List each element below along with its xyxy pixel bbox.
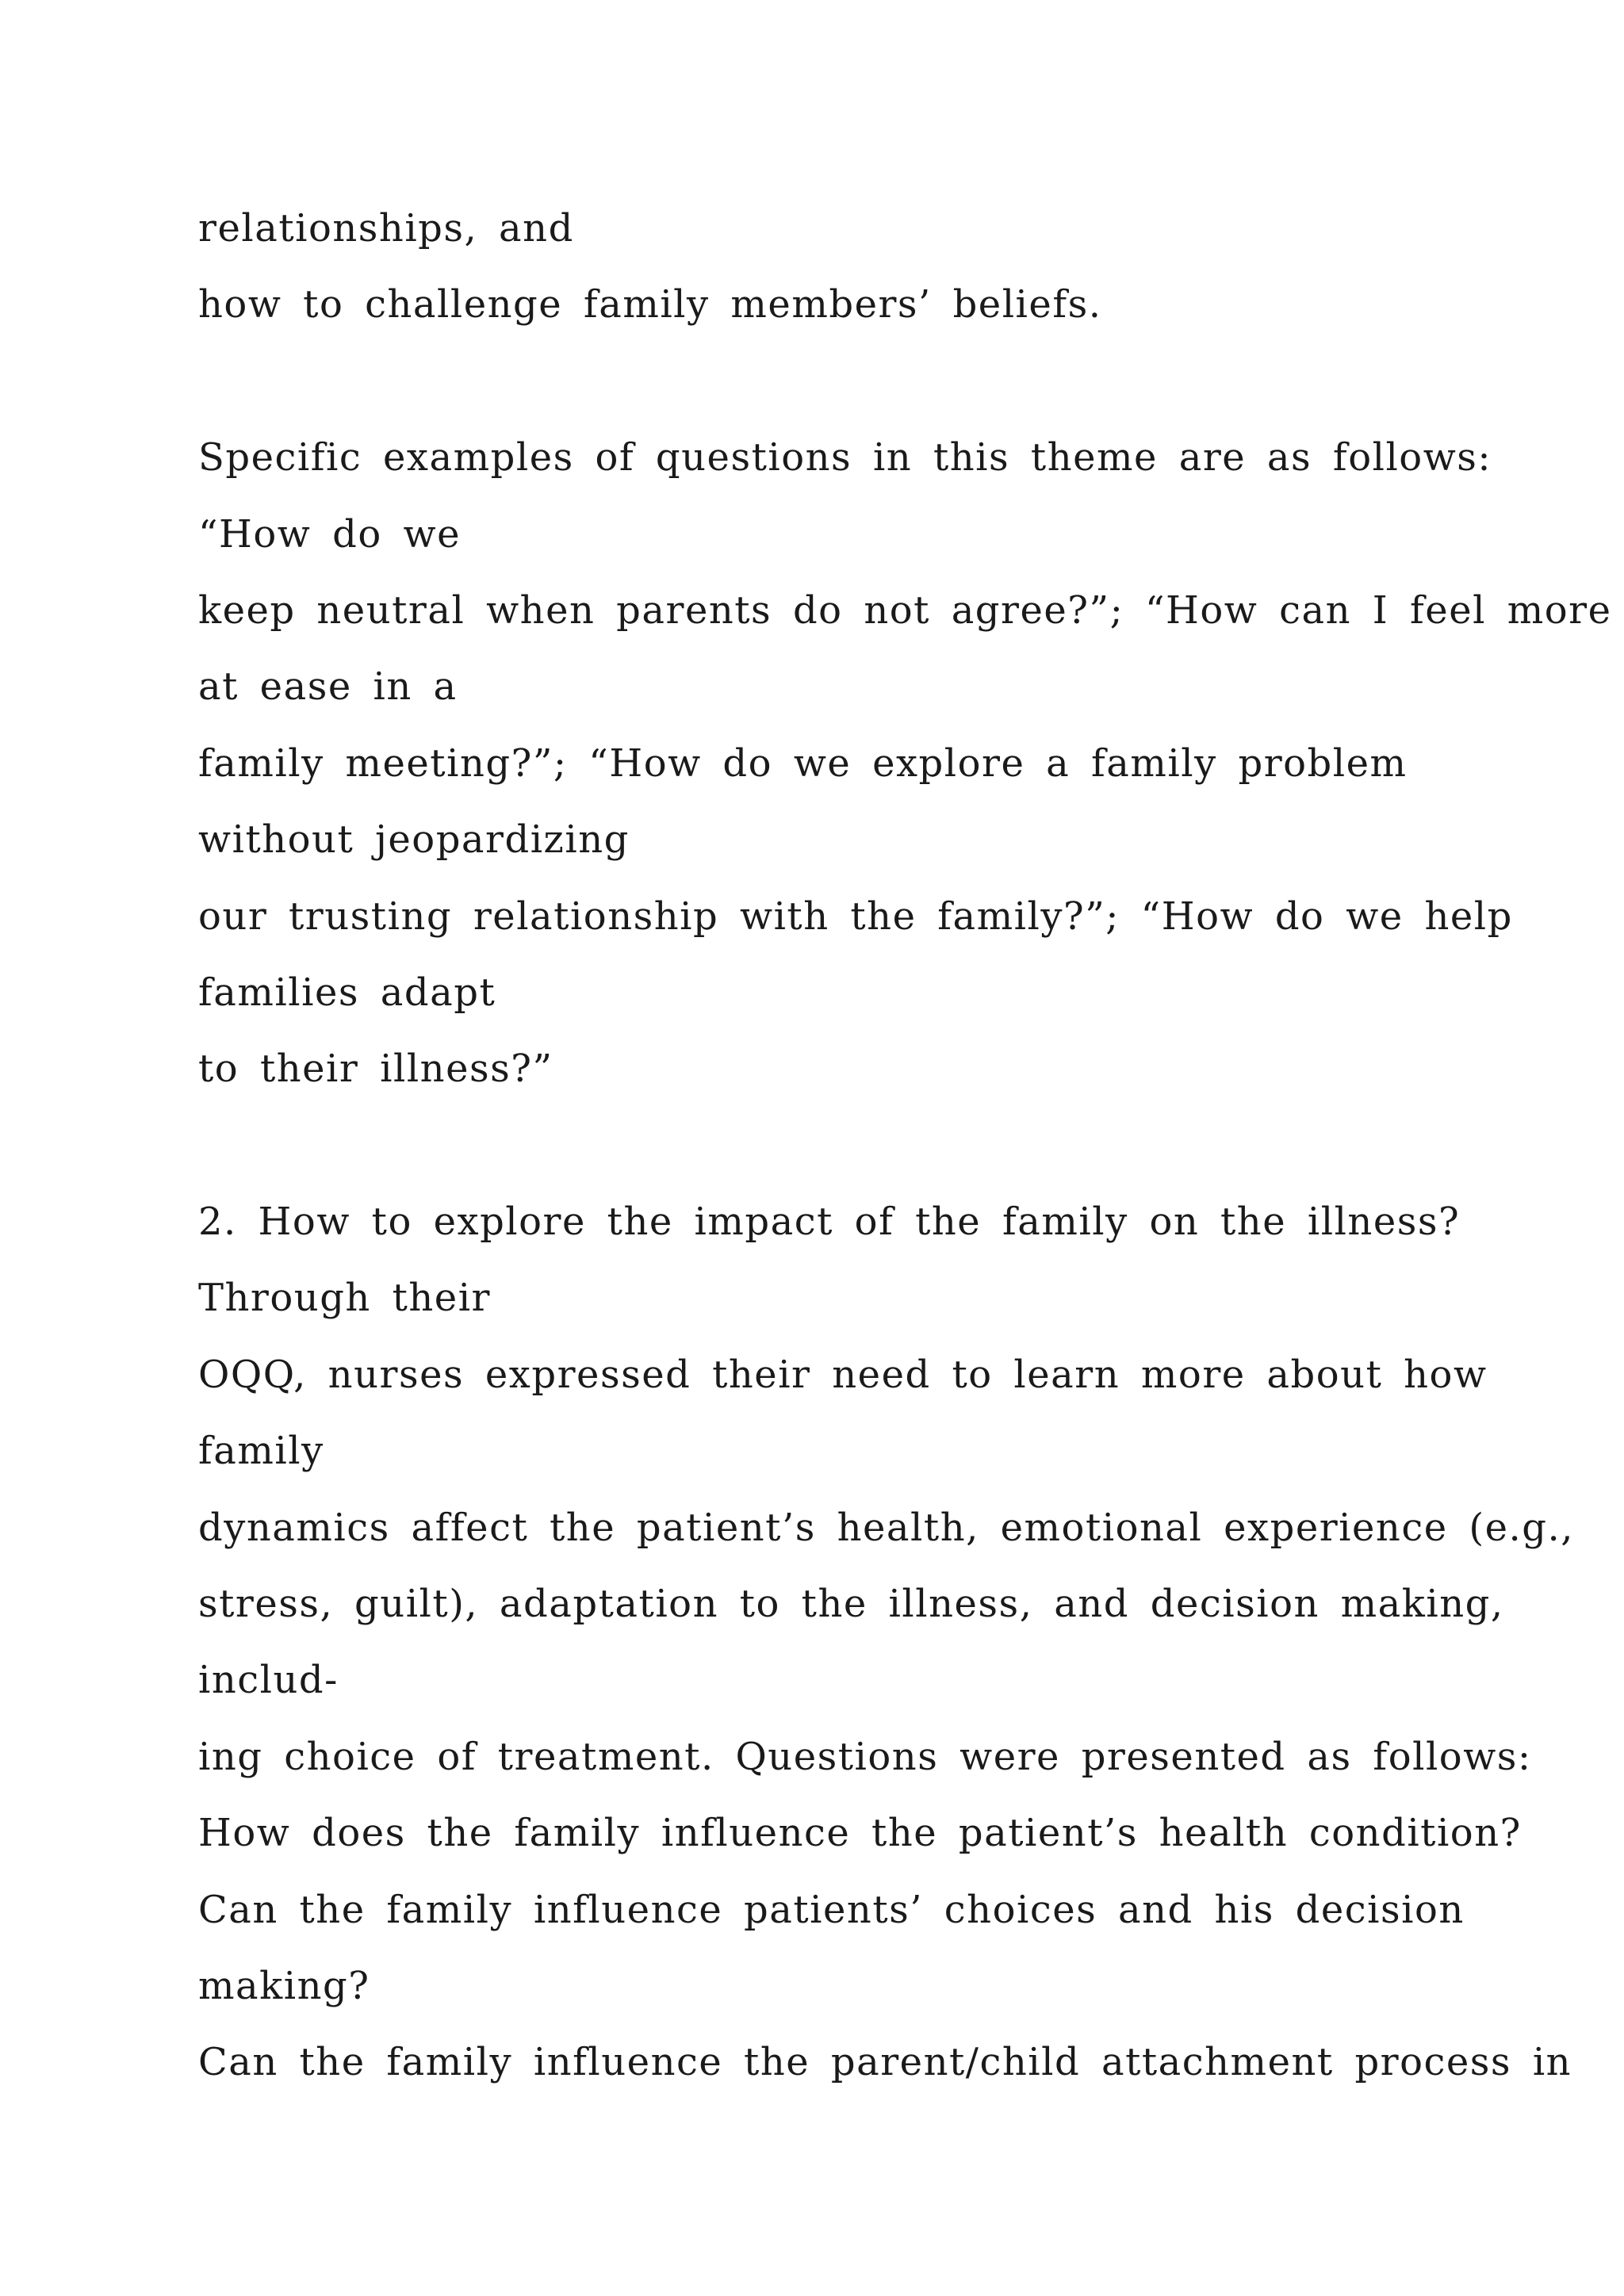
text-line: without jeopardizing <box>198 817 630 863</box>
paragraph-gap <box>198 1108 1546 1184</box>
body-text <box>198 190 1612 2101</box>
text-line: stress, guilt), adaptation to the illness, and decision making, <box>198 1582 1504 1627</box>
text-line: Can the family influence the parent/child attachment process in <box>198 2040 1572 2085</box>
text-line: dynamics affect the patient’s health, emotional experience (e.g., <box>198 1505 1575 1550</box>
text-line: to their illness?” <box>198 1047 553 1092</box>
text-line: OQQ, nurses expressed their need to learn more about how <box>198 1352 1488 1397</box>
text-line: Through their <box>198 1276 491 1321</box>
text-line: Specific examples of questions in this theme are as follows: <box>198 435 1492 480</box>
text-line: keep neutral when parents do not agree?”; “How can I feel more <box>198 587 1612 633</box>
text-line: making? <box>198 1963 370 2008</box>
text-line: our trusting relationship with the family?”; “How do we help <box>198 894 1513 939</box>
text-line: family meeting?”; “How do we explore a family problem <box>198 740 1408 786</box>
text-line: how to challenge family members’ beliefs. <box>198 282 1102 327</box>
text-line: families adapt <box>198 970 496 1015</box>
text-line: family <box>198 1429 324 1474</box>
text-line: ing choice of treatment. Questions were presented as follows: <box>198 1734 1532 1779</box>
text-line: Can the family influence patients’ choices and his decision <box>198 1887 1465 1932</box>
text-line: includ- <box>198 1658 339 1703</box>
text-line: “How do we <box>198 511 462 557</box>
text-line: relationships, and <box>198 206 574 251</box>
text-line: at ease in a <box>198 664 458 710</box>
section-heading-line: 2. How to explore the impact of the family on the illness? <box>198 1200 1461 1245</box>
paragraph-gap <box>198 343 1546 419</box>
text-line: How does the family influence the patient’s health condition? <box>198 1811 1522 1856</box>
